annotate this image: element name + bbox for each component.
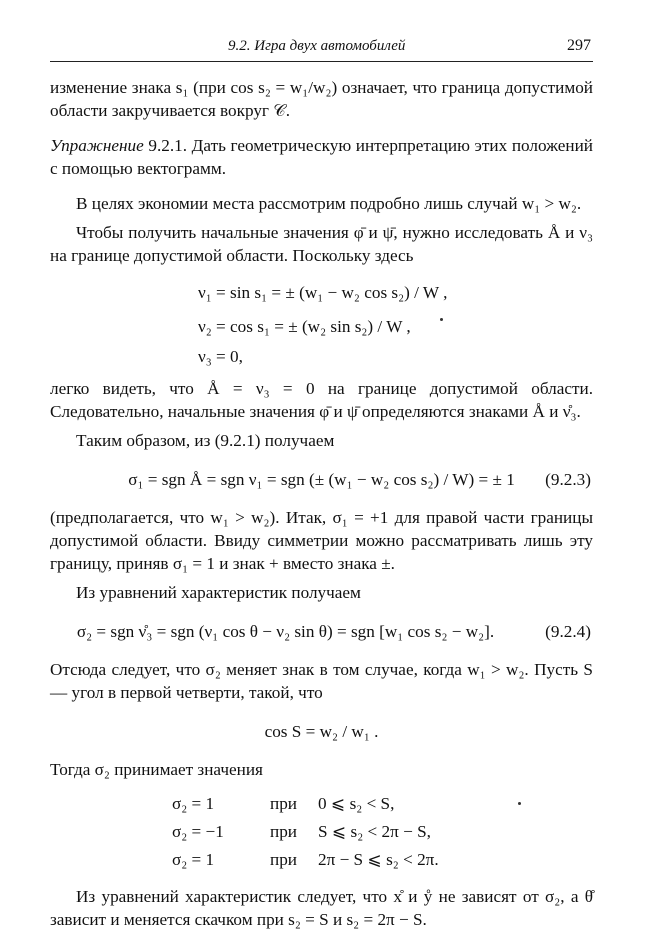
paragraph-10: Из уравнений характеристик следует, что x̊ и ẙ не зависят от σ₂, а θ̊ зависит и меняется скачком при s₂ = S и s₂ = 2π − S. bbox=[50, 887, 593, 929]
paragraph-5: Таким образом, из (9.2.1) получаем bbox=[76, 431, 335, 450]
equation-system bbox=[198, 275, 593, 369]
equation-nu3: ν₃ = 0, bbox=[198, 346, 243, 366]
equation-cos-s bbox=[50, 712, 593, 750]
exercise-paragraph bbox=[50, 134, 593, 180]
print-speck bbox=[440, 318, 443, 321]
print-speck bbox=[518, 802, 521, 805]
equation-9-2-4 bbox=[50, 612, 593, 650]
equation-9-2-4-tag: (9.2.4) bbox=[545, 621, 591, 641]
equation-cos-s-body: cos S = w₂ / w₁ . bbox=[264, 721, 379, 741]
paragraph-2: В целях экономии места рассмотрим подробно лишь случай w₁ > w₂. bbox=[76, 194, 582, 213]
paragraph-8: Отсюда следует, что σ₂ меняет знак в том случае, когда w₁ > w₂. Пусть S — угол в первой четверти, такой, что bbox=[50, 660, 593, 702]
paragraph-6: (предполагается, что w₁ > w₂). Итак, σ₁ = +1 для правой части границы допустимой области. Ввиду симметрии можно рассматривать лишь эту границу, приняв σ₁ = 1 и знак + вместо знака ±. bbox=[50, 508, 593, 573]
equation-nu2: ν₂ = cos s₁ = ± (w₂ sin s₂) / W , bbox=[198, 316, 411, 336]
case-row bbox=[172, 789, 593, 817]
exercise-label: Упражнение bbox=[50, 136, 144, 155]
case-word: при bbox=[270, 793, 297, 813]
paragraph-3: Чтобы получить начальные значения φ̄ и ψ̄, нужно исследовать Å и ν₃ на границе допустимой области. Поскольку здесь bbox=[50, 223, 593, 265]
case-value: σ₂ = 1 bbox=[172, 793, 215, 813]
exercise-text: 9.2.1. Дать геометрическую интерпретацию этих положений с помощью вектограмм. bbox=[50, 136, 594, 178]
sigma2-cases bbox=[172, 789, 593, 873]
case-row bbox=[172, 817, 593, 845]
paragraph-9: Тогда σ₂ принимает значения bbox=[50, 760, 263, 779]
case-word: при bbox=[270, 849, 297, 869]
case-condition: 2π − S ⩽ s₂ < 2π. bbox=[318, 849, 439, 869]
paragraph-7: Из уравнений характеристик получаем bbox=[76, 583, 361, 602]
equation-nu1: ν₁ = sin s₁ = ± (w₁ − w₂ cos s₂) / W , bbox=[198, 282, 448, 302]
case-row bbox=[172, 845, 593, 873]
running-head bbox=[50, 34, 593, 62]
equation-9-2-3 bbox=[50, 460, 593, 498]
book-page bbox=[50, 34, 593, 931]
equation-9-2-3-body: σ₁ = sgn Å = sgn ν₁ = sgn (± (w₁ − w₂ cos s₂) / W) = ± 1 bbox=[128, 469, 515, 489]
equation-9-2-3-tag: (9.2.3) bbox=[545, 469, 591, 489]
case-condition: S ⩽ s₂ < 2π − S, bbox=[318, 821, 431, 841]
case-word: при bbox=[270, 821, 297, 841]
paragraph-4: легко видеть, что Å = ν₃ = 0 на границе допустимой области. Следовательно, начальные значения φ̄ и ψ̄ определяются знаками Å и ν̊₃. bbox=[50, 379, 593, 421]
paragraph-1: изменение знака s₁ (при cos s₂ = w₁/w₂) означает, что граница допустимой области закручивается вокруг 𝒞. bbox=[50, 78, 593, 120]
case-value: σ₂ = −1 bbox=[172, 821, 224, 841]
equation-9-2-4-body: σ₂ = sgn ν̊₃ = sgn (ν₁ cos θ − ν₂ sin θ) = sgn [w₁ cos s₂ − w₂]. bbox=[76, 621, 495, 641]
page-number: 297 bbox=[567, 37, 591, 54]
section-title: 9.2. Игра двух автомобилей bbox=[228, 38, 406, 54]
case-condition: 0 ⩽ s₂ < S, bbox=[318, 793, 395, 813]
case-value: σ₂ = 1 bbox=[172, 849, 215, 869]
